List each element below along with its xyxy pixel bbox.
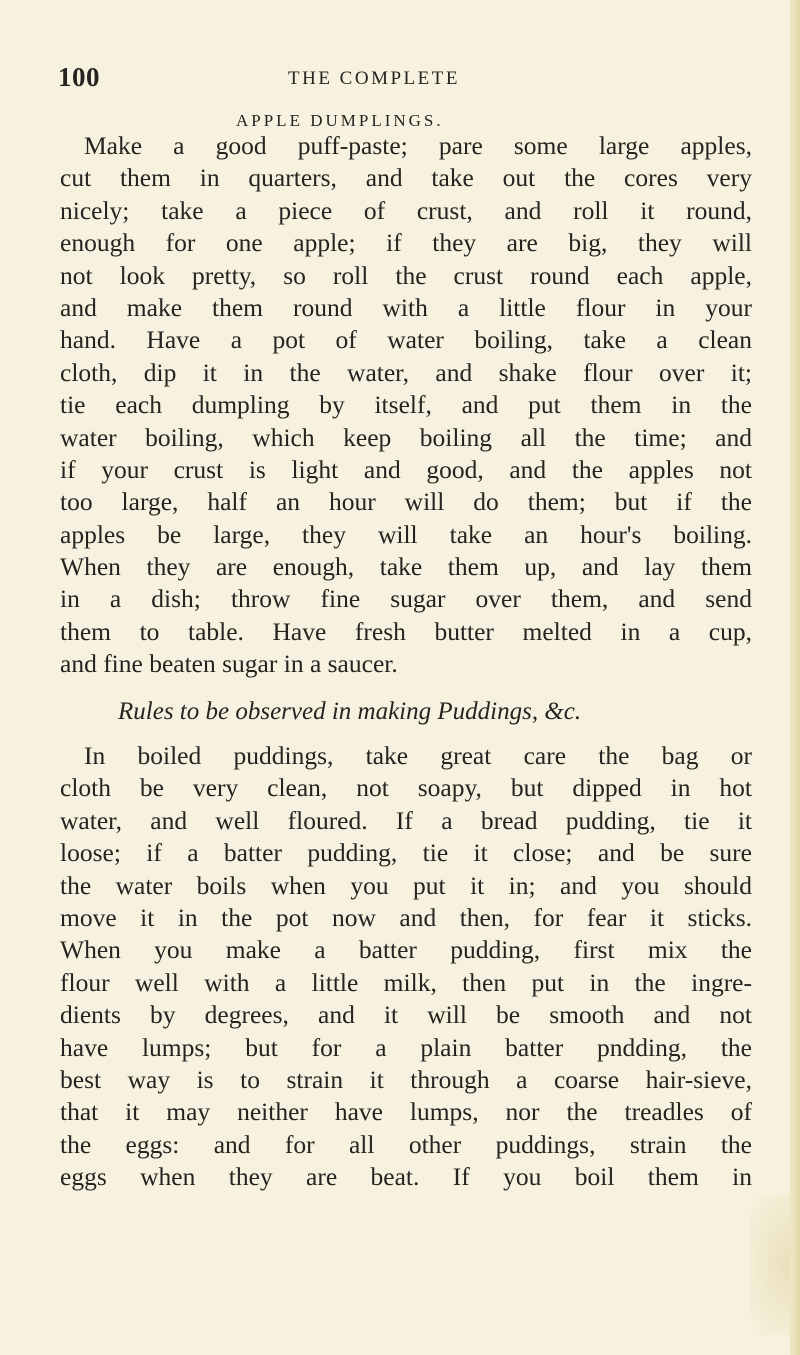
text-line: the water boils when you put it in; and you should <box>60 870 752 900</box>
text-line: too large, half an hour will do them; but if the <box>60 487 752 517</box>
text-line: not look pretty, so roll the crust round each apple, <box>60 260 752 290</box>
apple-dumplings-paragraph <box>60 130 752 681</box>
paper-stain <box>750 1195 790 1335</box>
text-line: hand. Have a pot of water boiling, take a clean <box>60 325 752 355</box>
text-line: and fine beaten sugar in a saucer. <box>60 649 398 679</box>
text-line: dients by degrees, and it will be smooth and not <box>60 1000 752 1030</box>
text-line: that it may neither have lumps, nor the treadles of <box>60 1097 752 1127</box>
rules-heading: Rules to be observed in making Puddings, &c. <box>118 698 582 725</box>
text-line: cut them in quarters, and take out the cores very <box>60 163 752 193</box>
text-line: water, and well floured. If a bread pudding, tie it <box>60 805 752 835</box>
text-line: When they are enough, take them up, and lay them <box>60 552 752 582</box>
page-number: 100 <box>58 62 100 92</box>
text-line: cloth be very clean, not soapy, but dipped in hot <box>60 773 752 803</box>
running-title: THE COMPLETE <box>288 68 460 89</box>
page-edge <box>790 0 800 1355</box>
text-line: in a dish; throw fine sugar over them, and send <box>60 584 752 614</box>
text-line: if your crust is light and good, and the apples not <box>60 454 752 484</box>
text-line: tie each dumpling by itself, and put them in the <box>60 390 752 420</box>
text-line: move it in the pot now and then, for fear it sticks. <box>60 902 752 932</box>
rules-paragraph <box>60 740 752 1193</box>
text-line: the eggs: and for all other puddings, strain the <box>60 1129 752 1159</box>
text-line: loose; if a batter pudding, tie it close; and be sure <box>60 838 752 868</box>
text-line: When you make a batter pudding, first mix the <box>60 935 752 965</box>
text-line: them to table. Have fresh butter melted in a cup, <box>60 616 752 646</box>
text-line: and make them round with a little flour in your <box>60 292 752 322</box>
text-line: best way is to strain it through a coarse hair-sieve, <box>60 1064 752 1094</box>
text-line: water boiling, which keep boiling all the time; and <box>60 422 752 452</box>
text-line: cloth, dip it in the water, and shake flour over it; <box>60 357 752 387</box>
text-line: enough for one apple; if they are big, they will <box>60 228 752 258</box>
text-line: nicely; take a piece of crust, and roll it round, <box>60 195 752 225</box>
section-heading-apple-dumplings: APPLE DUMPLINGS. <box>236 111 444 130</box>
running-head <box>58 62 748 102</box>
text-line: Make a good puff-paste; pare some large apples, <box>84 131 752 160</box>
text-line: have lumps; but for a plain batter pndding, the <box>60 1032 752 1062</box>
text-line: apples be large, they will take an hour's boiling. <box>60 519 752 549</box>
text-line: eggs when they are beat. If you boil them in <box>60 1162 752 1192</box>
text-line: flour well with a little milk, then put in the ingre- <box>60 967 752 997</box>
text-line: In boiled puddings, take great care the bag or <box>84 741 752 770</box>
